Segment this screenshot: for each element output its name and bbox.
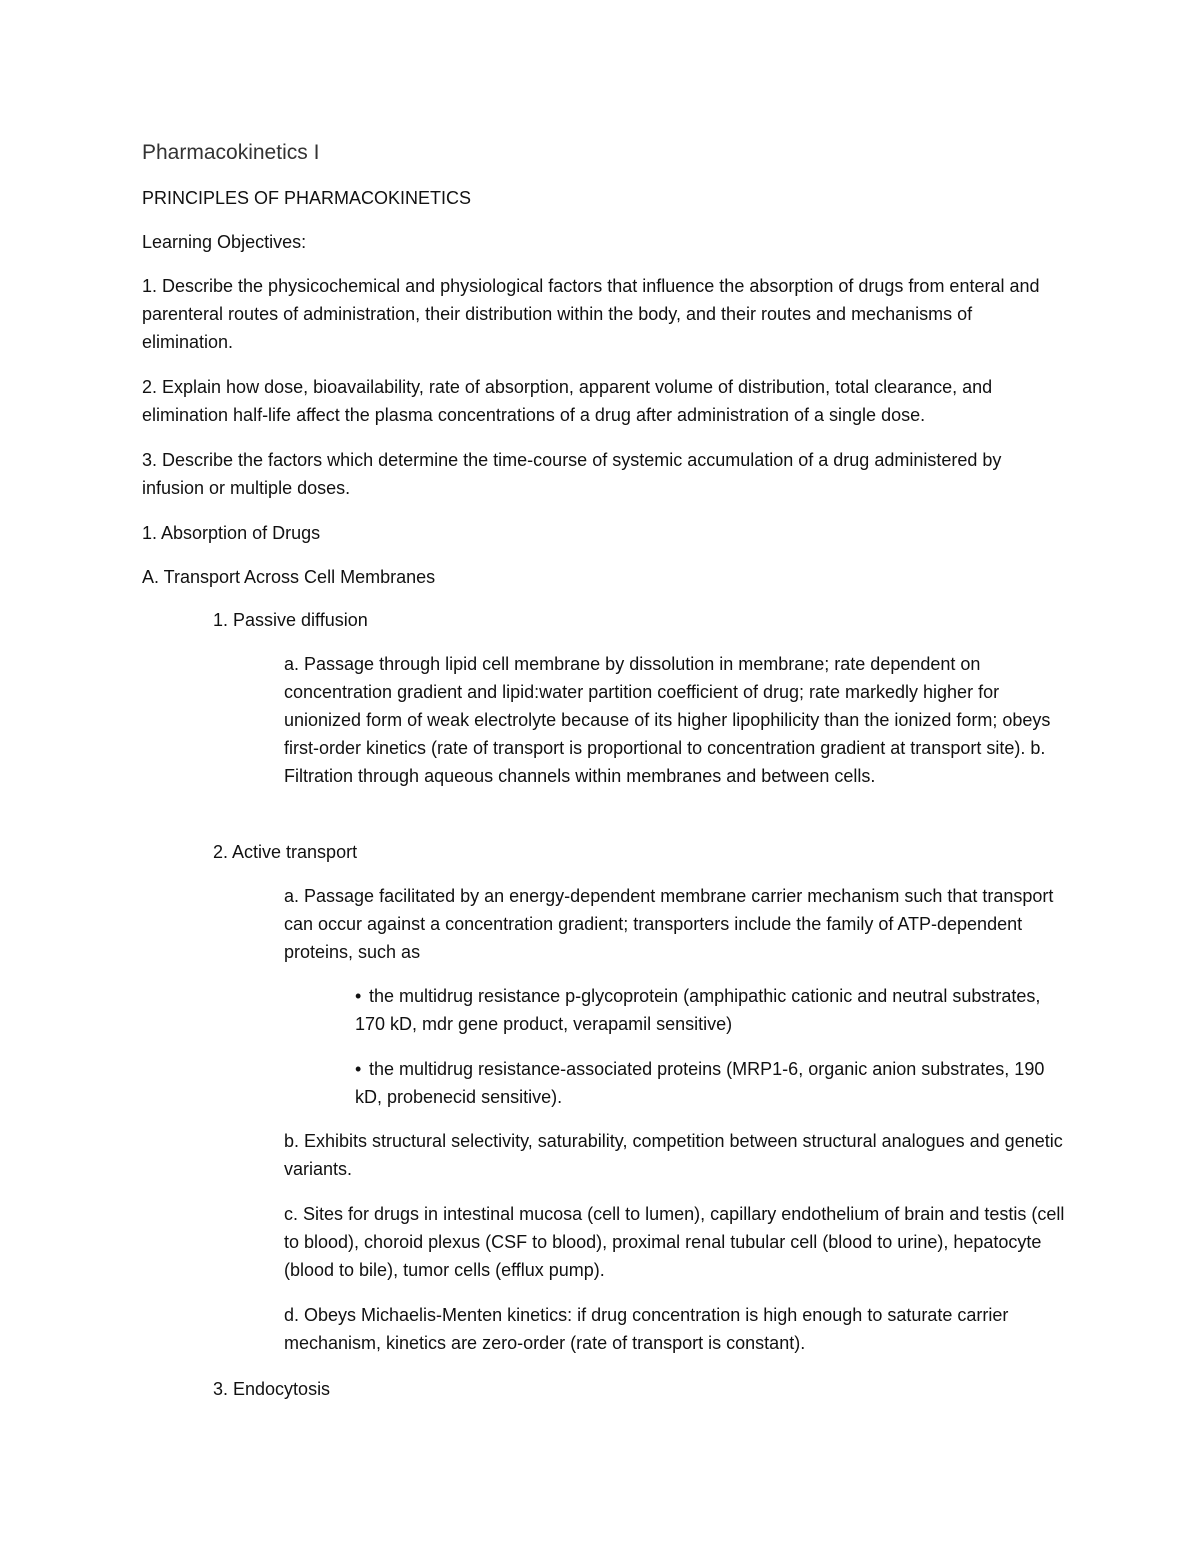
bullet-icon: • — [355, 986, 362, 1006]
active-transport-b: b. Exhibits structural selectivity, saturability, competition between structural analogues and genetic variants. — [284, 1131, 1063, 1179]
item-endocytosis: 3. Endocytosis — [213, 1379, 331, 1399]
section-heading: PRINCIPLES OF PHARMACOKINETICS — [142, 188, 472, 208]
item-active-transport: 2. Active transport — [213, 842, 358, 862]
bullet-item — [355, 1055, 1055, 1111]
objective-item: 2. Explain how dose, bioavailability, rate of absorption, apparent volume of distribution, total clearance, and elimination half-life affect the plasma concentrations of a drug after administration of a single dose. — [142, 377, 993, 425]
active-transport-c: c. Sites for drugs in intestinal mucosa (cell to lumen), capillary endothelium of brain and testis (cell to blood), choroid plexus (CSF to blood), proximal renal tubular cell (blood to urine), hepatocyte (blood to bile), tumor cells (efflux pump). — [284, 1204, 1065, 1280]
objective-item: 1. Describe the physicochemical and physiological factors that influence the absorption of drugs from enteral and parenteral routes of administration, their distribution within the body, and their routes and mechanisms of elimination. — [142, 276, 1040, 352]
active-transport-a: a. Passage facilitated by an energy-dependent membrane carrier mechanism such that transport can occur against a concentration gradient; transporters include the family of ATP-dependent proteins, such as — [284, 886, 1054, 962]
document-title: Pharmacokinetics I — [142, 141, 320, 164]
bullet-icon: • — [355, 1059, 362, 1079]
objective-item: 3. Describe the factors which determine the time-course of systemic accumulation of a drug administered by infusion or multiple doses. — [142, 450, 1002, 498]
section-absorption: 1. Absorption of Drugs — [142, 523, 321, 543]
item-passive-diffusion: 1. Passive diffusion — [213, 610, 368, 630]
passive-diffusion-text: a. Passage through lipid cell membrane by dissolution in membrane; rate dependent on concentration gradient and lipid:water partition coefficient of drug; rate markedly higher for unionized form of weak electrolyte because of its higher lipophilicity than the ionized form; obeys first-order kinetics (rate of transport is proportional to concentration gradient at transport site). b. Filtration through aqueous channels within membranes and between cells. — [284, 654, 1051, 786]
active-transport-d: d. Obeys Michaelis-Menten kinetics: if drug concentration is high enough to saturate carrier mechanism, kinetics are zero-order (rate of transport is constant). — [284, 1305, 1009, 1353]
bullet-item — [355, 982, 1055, 1038]
subsection-transport: A. Transport Across Cell Membranes — [142, 567, 436, 587]
objectives-label: Learning Objectives: — [142, 232, 307, 252]
bullet-text: the multidrug resistance-associated proteins (MRP1-6, organic anion substrates, 190 kD, probenecid sensitive). — [355, 1059, 1045, 1107]
bullet-text: the multidrug resistance p-glycoprotein (amphipathic cationic and neutral substrates, 170 kD, mdr gene product, verapamil sensitive) — [355, 986, 1041, 1034]
